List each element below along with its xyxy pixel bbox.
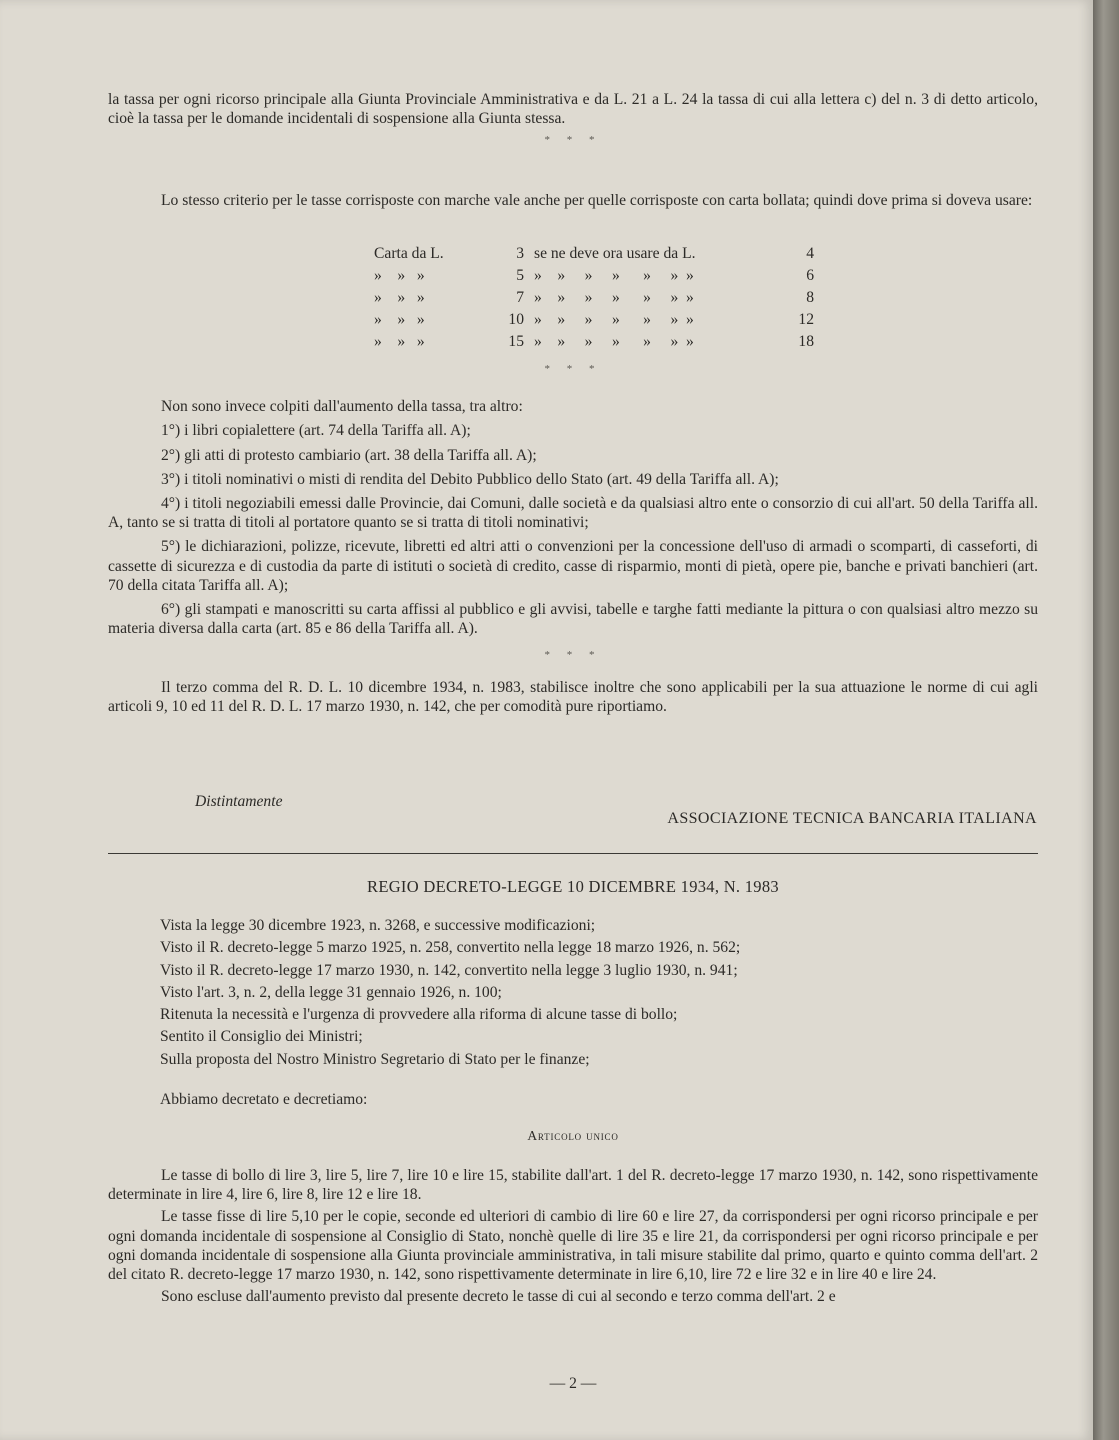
- closing-salutation: Distintamente: [195, 793, 283, 810]
- separator: * * *: [544, 649, 602, 662]
- table-row: » » » 15 » » » » » » » 18: [374, 333, 814, 350]
- page-number: — 2 —: [549, 1375, 597, 1392]
- separator: * * *: [544, 134, 602, 147]
- preamble-line: Ritenuta la necessità e l'urgenza di provvedere alla riforma di alcune tasse di bollo;: [160, 1006, 678, 1024]
- exempt-item-2: 2°) gli atti di protesto cambiario (art. 38 della Tariffa all. A);: [161, 446, 537, 464]
- bollata-paragraph: Lo stesso criterio per le tasse corrisposte con marche vale anche per quelle corrisposte con carta bollata; quindi dove prima si doveva usare:: [161, 192, 1033, 209]
- exempt-section: [108, 360, 1038, 716]
- table-row: » » » 5 » » » » » » » 6: [374, 267, 814, 284]
- separator: * * *: [544, 363, 602, 375]
- signature: ASSOCIAZIONE TECNICA BANCARIA ITALIANA: [667, 810, 1037, 827]
- bollata-section: [108, 191, 1038, 210]
- article-paragraph-3: Sono escluse dall'aumento previsto dal presente decreto le tasse di cui al secondo e terzo comma dell'art. 2 e: [161, 1288, 836, 1306]
- table-row: Carta da L. 3 se ne deve ora usare da L. 4: [374, 245, 814, 262]
- preamble-line: Vista la legge 30 dicembre 1923, n. 3268, e successive modificazioni;: [160, 917, 596, 934]
- terzo-comma-paragraph: Il terzo comma del R. D. L. 10 dicembre 1934, n. 1983, stabilisce inoltre che sono applicabili per la sua attuazione le norme di cui agli articoli 9, 10 ed 11 del R. D. L. 17 marzo 1930, n. 142, che per comodità pure riportiamo.: [108, 678, 1038, 715]
- section-divider: [108, 853, 1038, 854]
- exempt-item-6: 6°) gli stampati e manoscritti su carta affissi al pubblico e gli avvisi, tabelle e targhe fatti mediante la pittura o con qualsiasi altro mezzo su materia diversa dalla carta (art. 85 e 86 della Tariffa all. A).: [108, 601, 1038, 638]
- article-paragraph-2: Le tasse fisse di lire 5,10 per le copie, seconde ed ulteriori di cambio di lire 60 e lire 27, da corrispondersi per ogni ricorso principale e per ogni domanda incidentale di sospensione al Consiglio di Stato, nonchè quelle di lire 35 e lire 21, da corrispondersi per ogni ricorso principale e per ogni domanda incidentale di sospensione alla Giunta provinciale amministrativa, in tali misure stabilite dal primo, quarto e quinto comma dell'art. 2 del citato R. decreto-legge 17 marzo 1930, n. 142, sono rispettivamente determinate in lire 6,10, lire 72 e lire 32 e in lire 40 e lire 24.: [108, 1208, 1038, 1284]
- preamble-line: Visto l'art. 3, n. 2, della legge 31 gennaio 1926, n. 100;: [160, 983, 502, 1001]
- stamp-paper-table: [374, 243, 814, 353]
- exempt-item-3: 3°) i titoli nominativi o misti di rendita del Debito Pubblico dello Stato (art. 49 della Tariffa all. A);: [161, 470, 779, 488]
- exempt-item-1: 1°) i libri copialettere (art. 74 della Tariffa all. A);: [161, 422, 471, 440]
- table-row: » » » 10 » » » » » » » 12: [374, 311, 814, 328]
- preamble-line: Visto il R. decreto-legge 17 marzo 1930, n. 142, convertito nella legge 3 luglio 1930, n. 941;: [160, 961, 738, 979]
- preamble-line: Sulla proposta del Nostro Ministro Segretario di Stato per le finanze;: [160, 1050, 590, 1068]
- enacting-clause: Abbiamo decretato e decretiamo:: [160, 1091, 368, 1108]
- preamble-line: Sentito il Consiglio dei Ministri;: [160, 1028, 363, 1046]
- preamble-line: Visto il R. decreto-legge 5 marzo 1925, n. 258, convertito nella legge 18 marzo 1926, n. 562;: [160, 939, 741, 957]
- article-body: [108, 1166, 1038, 1306]
- exempt-intro: Non sono invece colpiti dall'aumento della tassa, tra altro:: [161, 398, 523, 416]
- article-paragraph-1: Le tasse di bollo di lire 3, lire 5, lire 7, lire 10 e lire 15, stabilite dall'art. 1 del R. decreto-legge 17 marzo 1930, n. 142, sono rispettivamente determinate in lire 4, lire 6, lire 8, lire 12 e lire 18.: [108, 1167, 1038, 1204]
- intro-section: [108, 90, 1038, 151]
- exempt-item-5: 5°) le dichiarazioni, polizze, ricevute, libretti ed altri atti o convenzioni per la concessione dell'uso di armadi o scomparti, di casseforti, di cassette di sicurezza e di custodia da parte di istituti o società di credito, casse di risparmio, monti di pietà, opere pie, banche e privati banchieri (art. 70 della citata Tariffa all. A);: [108, 538, 1038, 594]
- article-heading: Articolo unico: [527, 1128, 619, 1143]
- decree-preamble: [160, 915, 740, 1071]
- table-row: » » » 7 » » » » » » » 8: [374, 289, 814, 306]
- intro-paragraph: la tassa per ogni ricorso principale alla Giunta Provinciale Amministrativa e da L. 21 a L. 24 la tassa di cui alla lettera c) del n. 3 di detto articolo, cioè la tassa per le domande incidentali di sospensione alla Giunta stessa.: [108, 91, 1038, 128]
- decree-title: REGIO DECRETO-LEGGE 10 DICEMBRE 1934, N. 1983: [367, 877, 779, 896]
- exempt-item-4: 4°) i titoli negoziabili emessi dalle Provincie, dai Comuni, dalle società e da qualsiasi altro ente o consorzio di cui all'art. 50 della Tariffa all. A, tanto se si tratta di titoli al portatore quanto se si tratta di titoli nominativi;: [108, 495, 1038, 532]
- page-edge: [1093, 0, 1119, 1440]
